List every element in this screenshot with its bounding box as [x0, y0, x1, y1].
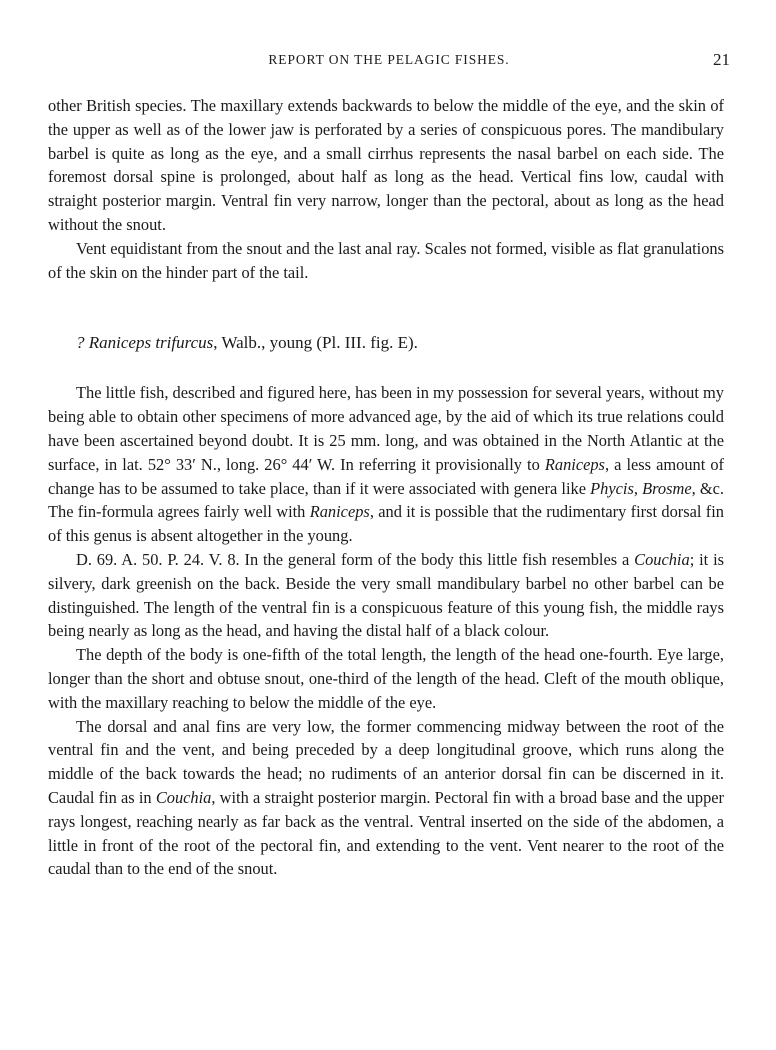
genus-name: Raniceps	[544, 454, 605, 474]
paragraph-vent: Vent equidistant from the snout and the last anal ray. Scales not formed, visible as flat granulations of the skin on the hinder part of the tail.	[48, 238, 724, 282]
species-heading-rest: , Walb., young (Pl. III. fig. E).	[213, 333, 418, 353]
text-run: The dorsal and anal fins are very low, the former commencing midway between the root of the ventral fin and the vent, and being preceded by a deep longitudinal groove, which runs along the middle of the back towards the head; no rudiments of an anterior dorsal fin can be discerned in it. Caudal fin as in	[48, 716, 724, 807]
species-heading	[48, 331, 724, 355]
body-text	[48, 94, 724, 881]
paragraph-fins	[48, 715, 724, 882]
species-name: Raniceps trifurcus	[88, 333, 214, 353]
text-run: , with a straight posterior margin. Pectoral fin with a broad base and the upper rays longest, reaching nearly as far back as the ventral. Ventral inserted on the side of the abdomen, a little in front of the root of the pectoral fin, and extending to the vent. Vent nearer to the root of the caudal than to the end of the snout.	[48, 787, 724, 879]
genus-name: Raniceps	[309, 502, 370, 522]
text-run: The little fish, described and figured here, has been in my possession for several years, without my being able to obtain other specimens of more advanced age, by the aid of which its true relations could have been ascertained beyond doubt. It is 25 mm. long, and was obtained in the North Atlantic at the surface, in lat. 52° 33′ N., long. 26° 44′ W. In referring it provisionally to	[48, 383, 724, 474]
paragraph-fin-formula	[48, 548, 724, 643]
page-number: 21	[713, 50, 730, 69]
text-run: , a less amount of change has to be assumed to take place, than if it were associated with genera like	[48, 454, 724, 498]
paragraph-description	[48, 381, 724, 548]
text-run: ; it is silvery, dark greenish on the back. Beside the very small mandibulary barbel no other barbel can be distinguished. The length of the ventral fin is a conspicuous feature of this young fish, the middle rays being nearly as long as the head, and having the distal half of a black colour.	[48, 549, 724, 641]
genus-name: Couchia	[634, 549, 690, 569]
genus-name: Couchia	[155, 787, 212, 807]
text-run: , &c. The fin-formula agrees fairly well with	[48, 478, 724, 522]
genus-name: Phycis	[590, 478, 634, 498]
query-mark: ?	[76, 333, 85, 353]
text-run: , and it is possible that the rudimentary first dorsal fin of this genus is absent altogether in the young.	[48, 502, 724, 546]
text-run: ,	[633, 478, 643, 498]
paragraph-continued: other British species. The maxillary extends backwards to below the middle of the eye, and the skin of the upper as well as of the lower jaw is perforated by a series of conspicuous pores. The mandibulary barbel is quite as long as the eye, and a small cirrhus represents the nasal barbel on each side. The foremost dorsal spine is prolonged, about half as long as the head. Vertical fins low, caudal with straight posterior margin. Ventral fin very narrow, longer than the pectoral, about as long as the head without the snout.	[48, 96, 724, 234]
running-head	[48, 50, 730, 72]
running-title: REPORT ON THE PELAGIC FISHES.	[268, 52, 510, 67]
genus-name: Brosme	[642, 478, 692, 498]
text-run: D. 69. A. 50. P. 24. V. 8. In the general form of the body this little fish resembles a	[76, 549, 635, 569]
paragraph-body-depth: The depth of the body is one-fifth of the total length, the length of the head one-fourth. Eye large, longer than the short and obtuse snout, one-third of the length of the head. Cleft of the mouth oblique, with the maxillary reaching to below the middle of the eye.	[48, 645, 724, 712]
